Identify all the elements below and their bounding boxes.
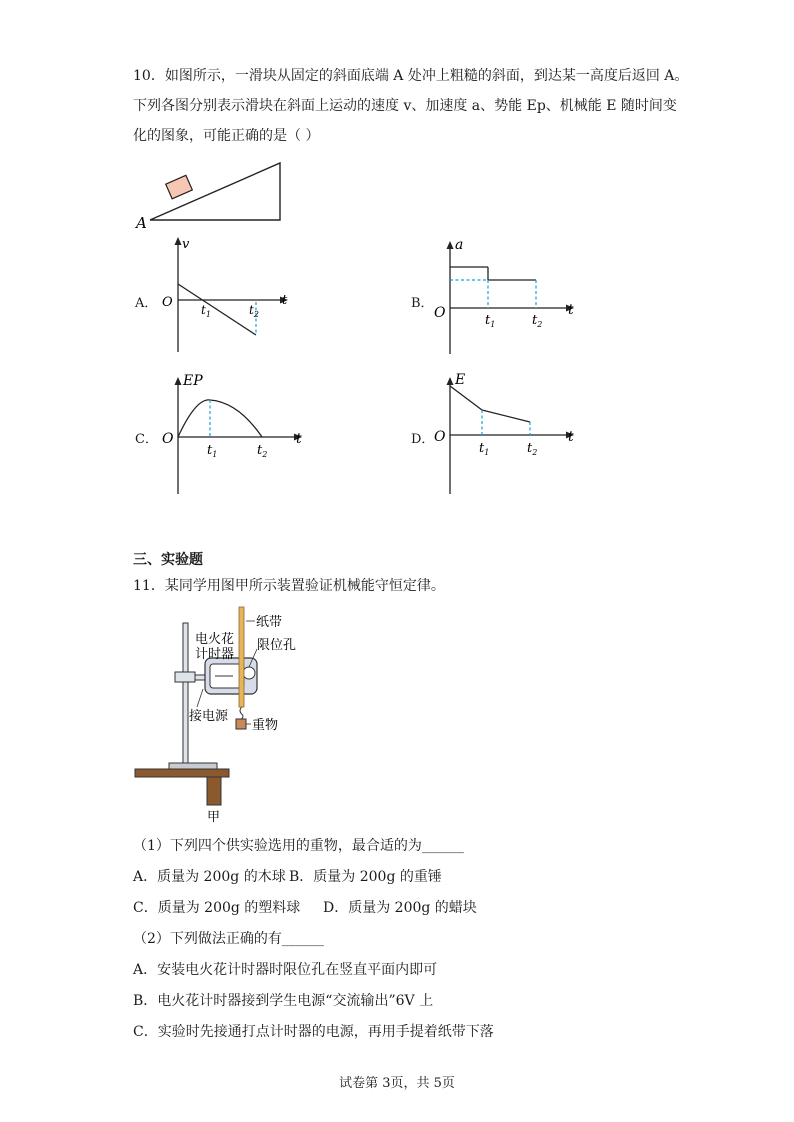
option-d-letter[interactable]: D．	[411, 432, 435, 447]
timer-label-line1: 电火花	[195, 632, 235, 647]
power-label: 接电源	[189, 709, 229, 724]
q11-sub2-option-b[interactable]: B．电火花计时器接到学生电源“交流输出”6V 上	[133, 993, 434, 1009]
q11-sub1-option-c[interactable]: C．质量为 200g 的塑料球	[133, 900, 301, 916]
timer-label-line2: 计时器	[195, 647, 235, 662]
x-label: t	[282, 293, 288, 308]
incline-point-label: A	[136, 214, 147, 230]
figure-caption: 甲	[207, 810, 221, 825]
limit-hole	[243, 667, 255, 679]
y-axis-arrow	[447, 241, 454, 249]
t2-label: $t_2$	[249, 303, 259, 319]
power-leader	[197, 689, 203, 707]
section-title: 三、实验题	[133, 552, 203, 568]
q10-stem-line2: 下列各图分别表示滑块在斜面上运动的速度 v、加速度 a、势能 Ep、机械能 E 随时间变	[133, 98, 677, 114]
t1-label: $t_1$	[479, 441, 490, 457]
graph-option-d	[430, 368, 580, 496]
limit-hole-label: 限位孔	[257, 638, 297, 653]
tape-label: 纸带	[256, 615, 283, 630]
y-label: v	[182, 237, 190, 252]
weight-label: 重物	[252, 718, 279, 733]
graph-option-a	[158, 232, 298, 357]
t2-label: $t_2$	[527, 441, 538, 457]
graph-option-b	[430, 232, 580, 357]
y-label: EP	[183, 373, 203, 389]
origin-label: O	[162, 431, 174, 447]
t2-label: $t_2$	[532, 313, 543, 329]
origin-label: O	[434, 429, 446, 445]
slider-block	[166, 175, 193, 198]
q11-stem: 11．某同学用图甲所示装置验证机械能守恒定律。	[133, 578, 445, 594]
y-axis-arrow	[175, 377, 182, 385]
x-label: t	[568, 302, 574, 318]
energy-line-down	[482, 410, 530, 422]
origin-label: O	[434, 305, 446, 321]
origin-label: O	[162, 295, 173, 310]
t1-label: $t_1$	[201, 303, 211, 319]
x-label: t	[296, 431, 302, 447]
graph-option-c	[158, 368, 308, 496]
y-axis-arrow	[175, 237, 182, 245]
q11-sub1-option-a[interactable]: A．质量为 200g 的木球	[133, 869, 286, 885]
table-top	[135, 769, 229, 777]
q11-sub2-option-c[interactable]: C．实验时先接通打点计时器的电源，再用手提着纸带下落	[133, 1024, 494, 1040]
hook	[240, 707, 243, 719]
apparatus-figure	[133, 603, 313, 825]
t2-label: $t_2$	[257, 443, 268, 459]
incline-figure	[130, 158, 290, 230]
q11-sub2-question: （2）下列做法正确的有______	[133, 931, 324, 947]
option-c-letter[interactable]: C．	[135, 432, 158, 447]
option-b-letter[interactable]: B．	[411, 296, 434, 311]
velocity-line	[178, 284, 256, 335]
q11-sub1-question: （1）下列四个供实验选用的重物，最合适的为______	[133, 838, 464, 854]
q10-stem-line1: 10．如图所示，一滑块从固定的斜面底端 A 处冲上粗糙的斜面，到达某一高度后返回 A。	[133, 68, 689, 84]
q11-sub1-option-b[interactable]: B．质量为 200g 的重锤	[289, 869, 442, 885]
paper-tape	[239, 607, 244, 707]
option-a-letter[interactable]: A．	[135, 296, 158, 311]
t1-label: $t_1$	[485, 313, 496, 329]
clamp	[175, 672, 195, 682]
y-label: E	[455, 372, 466, 388]
stand-rod	[183, 623, 188, 765]
t1-label: $t_1$	[207, 443, 218, 459]
page-footer: 试卷第 3页，共 5页	[339, 1076, 455, 1091]
weight-block	[236, 719, 246, 729]
table-leg	[207, 777, 221, 805]
energy-line-up	[450, 386, 482, 410]
y-label: a	[455, 237, 464, 253]
stand-base	[169, 763, 217, 769]
x-label: t	[568, 429, 574, 445]
potential-energy-curve	[178, 400, 262, 437]
q11-sub2-option-a[interactable]: A．安装电火花计时器时限位孔在竖直平面内即可	[133, 962, 438, 978]
y-axis-arrow	[447, 377, 454, 385]
q11-sub1-option-d[interactable]: D．质量为 200g 的蜡块	[323, 900, 477, 916]
q10-stem-line3: 化的图象，可能正确的是（ ）	[133, 128, 320, 144]
